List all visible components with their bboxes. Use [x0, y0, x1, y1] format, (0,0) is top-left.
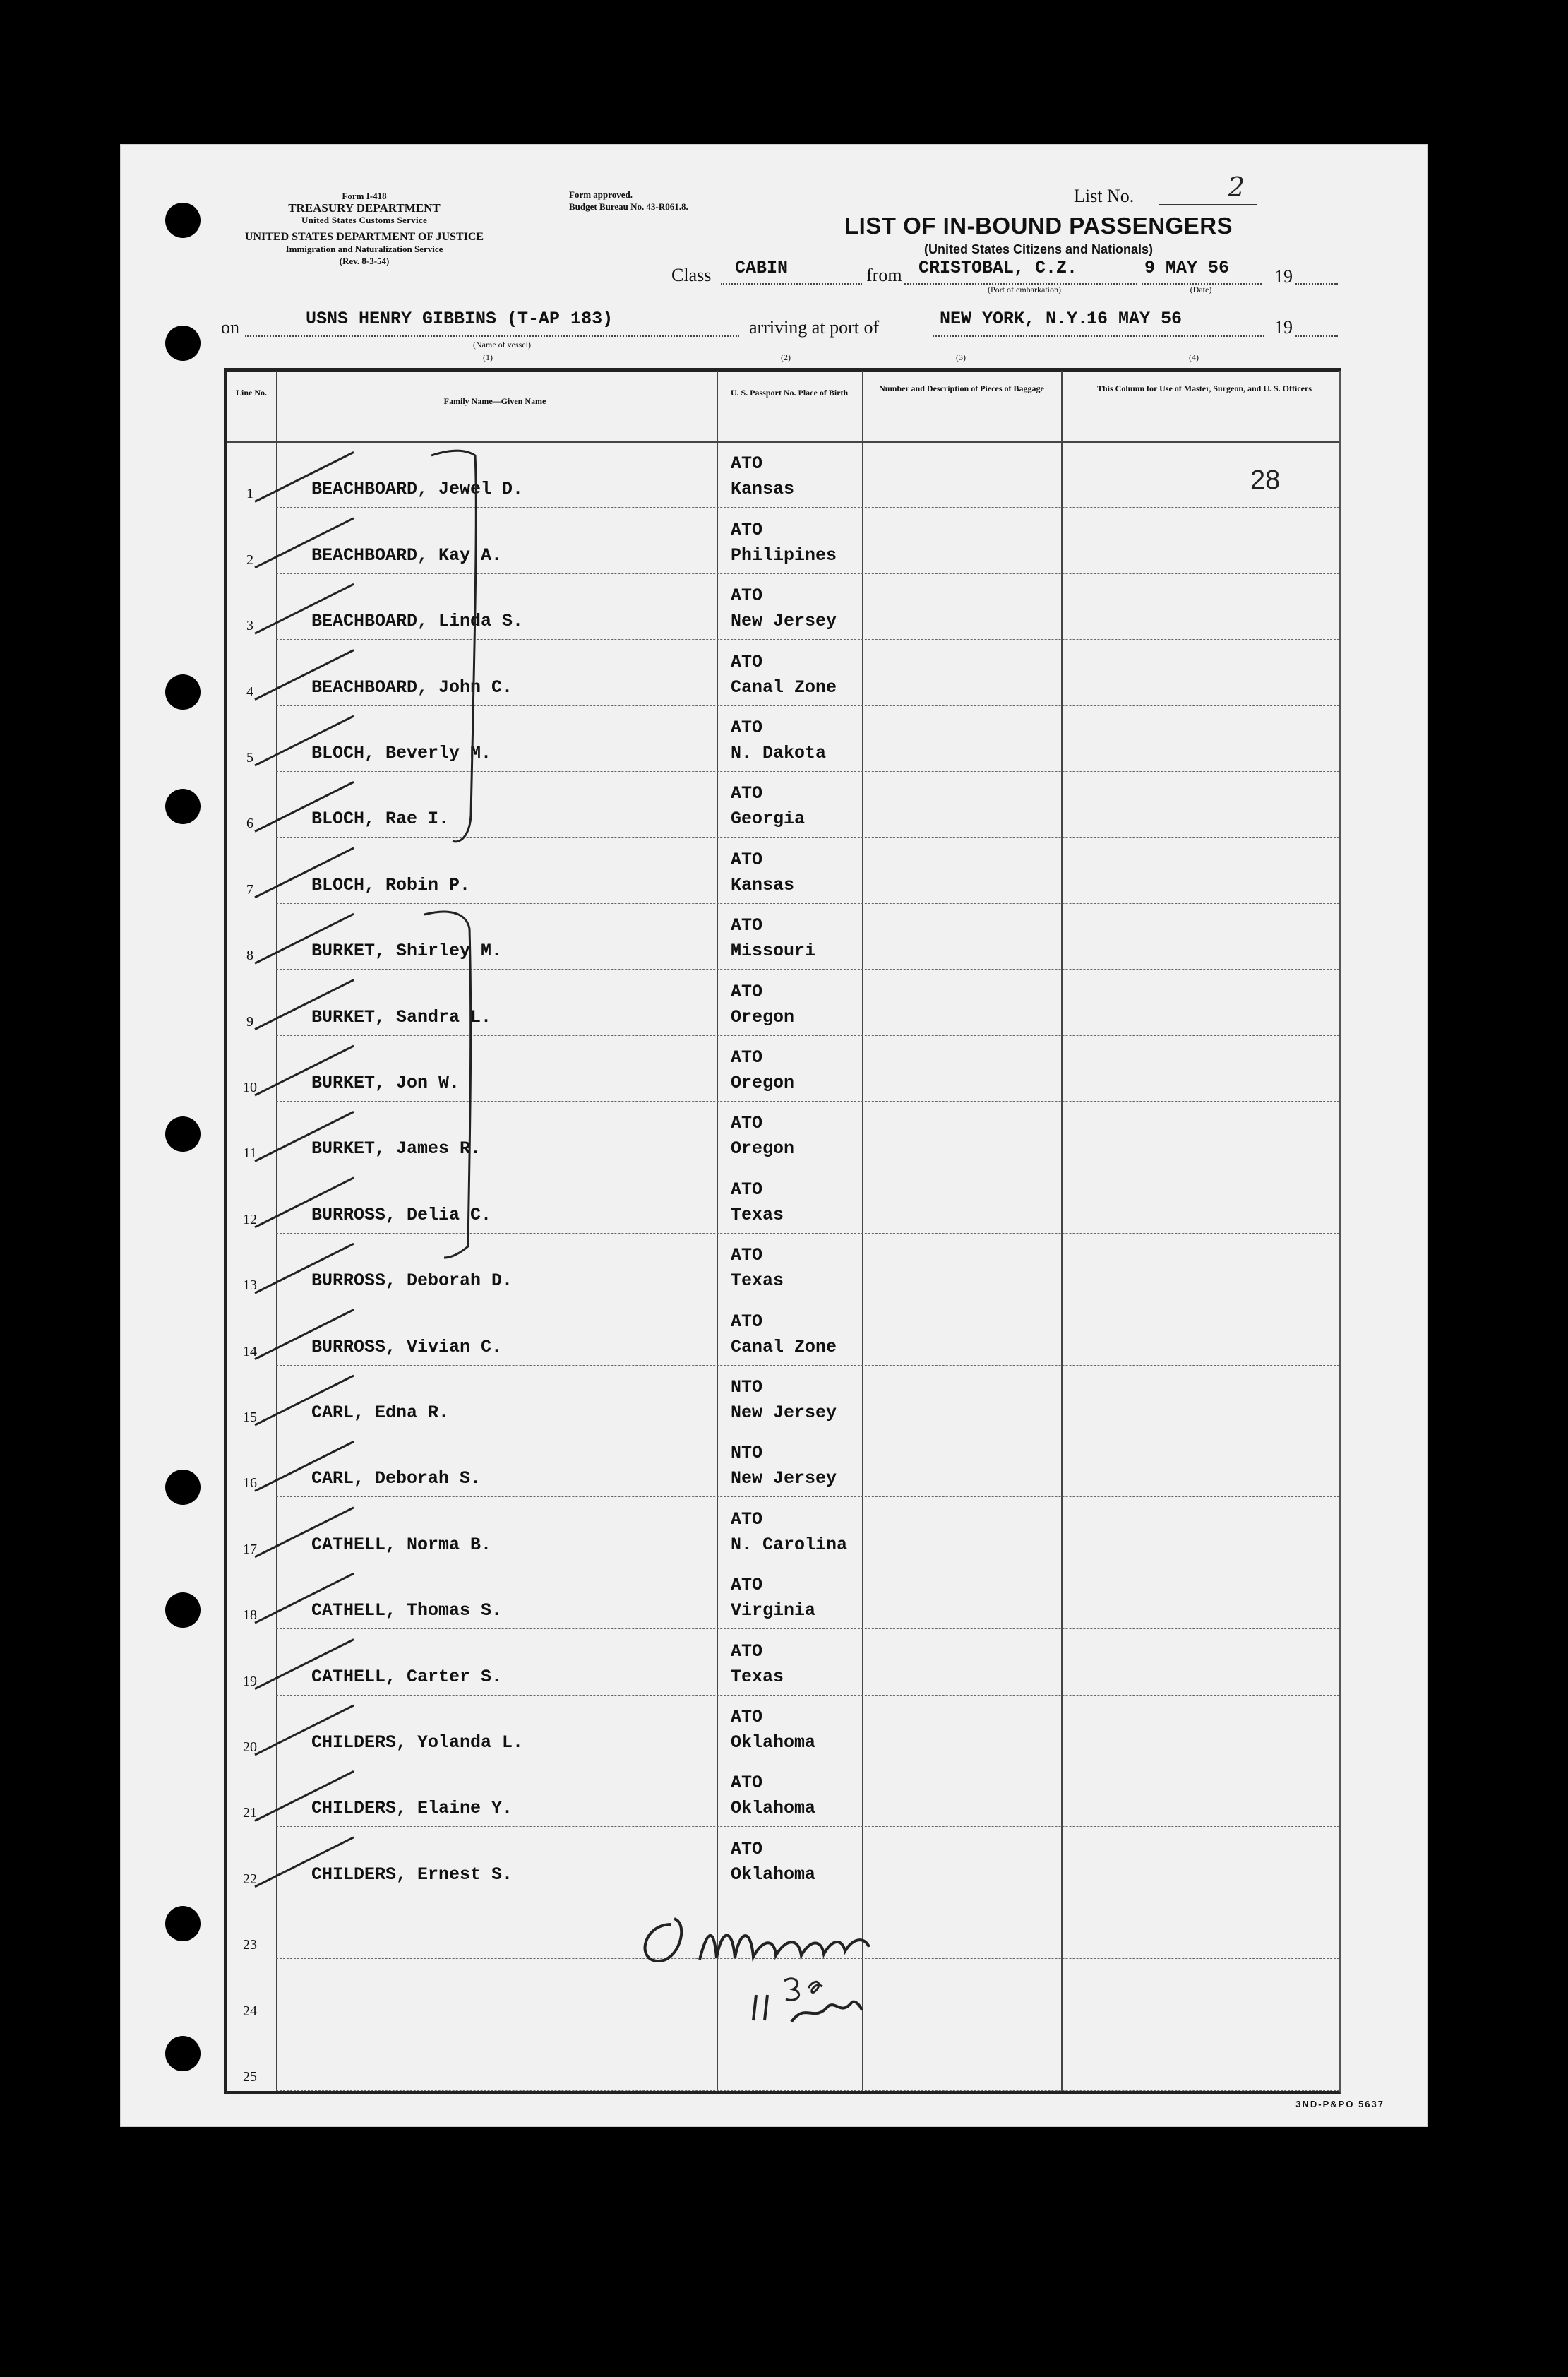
row-number: 2	[246, 552, 253, 568]
list-no-value: 2	[1228, 172, 1245, 203]
row-number: 6	[246, 816, 253, 832]
row-number: 18	[243, 1607, 257, 1624]
ins-service: Immigration and Naturalization Service	[285, 244, 443, 254]
place-of-birth: Oklahoma	[731, 1732, 816, 1753]
passport-code: ATO	[731, 981, 763, 1002]
place-of-birth: Georgia	[731, 809, 806, 830]
date-caption: (Date)	[1190, 285, 1212, 294]
passenger-name: BLOCH, Beverly M.	[311, 743, 492, 763]
passenger-name: CARL, Edna R.	[311, 1402, 450, 1423]
footer-code: 3ND-P&PO 5637	[1295, 2099, 1384, 2109]
place-of-birth: Kansas	[731, 479, 795, 500]
row-number: 25	[243, 2069, 257, 2085]
page-subtitle: (United States Citizens and Nationals)	[923, 242, 1154, 256]
place-of-birth: Missouri	[731, 941, 816, 962]
col-num-4: (4)	[1189, 352, 1199, 362]
place-of-birth: Kansas	[731, 874, 795, 895]
passport-code: ATO	[731, 915, 763, 936]
year-suffix-2: 19	[1274, 317, 1293, 338]
place-of-birth: Texas	[731, 1204, 784, 1225]
place-of-birth: Oklahoma	[731, 1864, 816, 1885]
row-number: 12	[243, 1211, 257, 1227]
passenger-name: CATHELL, Carter S.	[311, 1666, 503, 1687]
row-number: 7	[246, 881, 253, 898]
row-number: 14	[243, 1343, 257, 1359]
check-mark	[255, 1640, 354, 1689]
check-mark	[255, 1837, 354, 1887]
row-number: 11	[243, 1145, 257, 1162]
row-number: 16	[243, 1475, 257, 1491]
row-number: 10	[243, 1080, 257, 1095]
passenger-name: BURROSS, Delia C.	[311, 1204, 492, 1225]
check-mark	[255, 1573, 354, 1623]
page-title: LIST OF IN-BOUND PASSENGERS	[844, 213, 1233, 239]
passenger-name: BURKET, Shirley M.	[311, 941, 503, 962]
row-number: 13	[243, 1277, 257, 1294]
passport-code: ATO	[731, 1773, 763, 1794]
place-of-birth: Virginia	[731, 1600, 816, 1621]
passenger-name: BLOCH, Robin P.	[311, 874, 471, 895]
passenger-name: BURROSS, Vivian C.	[311, 1336, 503, 1357]
check-mark	[255, 1376, 354, 1425]
place-of-birth: Oregon	[731, 1006, 795, 1027]
passenger-name: CATHELL, Norma B.	[311, 1534, 492, 1555]
check-mark	[255, 1705, 354, 1755]
arrival-date: 16 MAY 56	[1087, 309, 1183, 329]
passenger-name: BURROSS, Deborah D.	[311, 1270, 513, 1292]
header-name: Family Name—Given Name	[443, 396, 546, 406]
check-mark	[255, 1441, 354, 1491]
place-of-birth: Texas	[731, 1666, 784, 1687]
passport-code: ATO	[731, 1047, 763, 1068]
treasury-dept: TREASURY DEPARTMENT	[288, 201, 441, 215]
arrival-port: NEW YORK, N.Y.	[940, 309, 1089, 329]
passport-code: ATO	[731, 651, 763, 672]
check-mark	[255, 1178, 354, 1227]
row-number: 17	[243, 1541, 257, 1557]
passenger-name: BEACHBOARD, Kay A.	[311, 544, 503, 566]
passport-code: NTO	[731, 1443, 763, 1464]
header-officers: This Column for Use of Master, Surgeon, and U. S. Officers	[1096, 383, 1312, 393]
place-of-birth: New Jersey	[731, 611, 837, 632]
class-label: Class	[671, 265, 712, 285]
revision-date: (Rev. 8-3-54)	[339, 256, 390, 266]
check-mark	[255, 1771, 354, 1821]
officer-note: 28	[1250, 465, 1281, 495]
from-value: CRISTOBAL, C.Z.	[918, 258, 1078, 278]
from-caption: (Port of embarkation)	[988, 285, 1061, 294]
check-mark	[255, 848, 354, 898]
passenger-name: BURKET, James R.	[311, 1138, 481, 1160]
passport-code: NTO	[731, 1377, 763, 1398]
list-no-label: List No.	[1074, 186, 1135, 206]
check-mark	[255, 1244, 354, 1293]
passenger-name: BEACHBOARD, Jewel D.	[311, 479, 524, 500]
passenger-name: CATHELL, Thomas S.	[311, 1600, 503, 1621]
check-mark	[255, 1508, 354, 1557]
passport-code: ATO	[731, 1575, 763, 1596]
row-number: 19	[243, 1673, 257, 1689]
class-value: CABIN	[735, 258, 789, 278]
passport-code: ATO	[731, 1508, 763, 1530]
form-approved: Form approved.	[569, 189, 633, 200]
passport-code: ATO	[731, 783, 763, 804]
passport-code: ATO	[731, 849, 763, 870]
year-suffix-1: 19	[1274, 266, 1293, 287]
place-of-birth: Texas	[731, 1270, 784, 1292]
check-mark	[255, 452, 354, 501]
place-of-birth: Canal Zone	[731, 1336, 837, 1357]
row-number: 5	[246, 750, 253, 765]
check-mark	[255, 1310, 354, 1359]
row-number: 4	[246, 684, 253, 700]
passenger-name: BLOCH, Rae I.	[311, 809, 450, 830]
col-num-3: (3)	[956, 352, 966, 362]
check-mark	[255, 650, 354, 700]
vessel-value: USNS HENRY GIBBINS (T-AP 183)	[306, 309, 614, 329]
passenger-name: BEACHBOARD, John C.	[311, 677, 513, 698]
justice-dept: UNITED STATES DEPARTMENT OF JUSTICE	[244, 231, 484, 243]
check-mark	[255, 584, 354, 633]
passenger-name: CHILDERS, Yolanda L.	[311, 1732, 524, 1753]
check-mark	[255, 914, 354, 963]
passport-code: ATO	[731, 717, 763, 738]
row-number: 3	[246, 618, 253, 634]
check-mark	[255, 980, 354, 1030]
check-marks	[121, 145, 1428, 2127]
date-value: 9 MAY 56	[1144, 258, 1230, 278]
passenger-name: BEACHBOARD, Linda S.	[311, 611, 524, 632]
row-number: 22	[243, 1871, 257, 1887]
place-of-birth: New Jersey	[731, 1468, 837, 1489]
passport-code: ATO	[731, 1707, 763, 1727]
row-number: 21	[243, 1805, 257, 1821]
row-number: 23	[243, 1937, 257, 1953]
place-of-birth: Philipines	[731, 544, 837, 566]
passport-code: ATO	[731, 1311, 763, 1332]
passport-code: ATO	[731, 1838, 763, 1859]
check-mark	[255, 1112, 354, 1161]
on-label: on	[221, 317, 239, 338]
passport-code: ATO	[731, 1179, 763, 1200]
check-mark	[255, 716, 354, 765]
manifest-sheet	[120, 144, 1428, 2127]
passenger-name: CHILDERS, Ernest S.	[311, 1864, 513, 1885]
passport-code: ATO	[731, 1640, 763, 1662]
header-baggage: Number and Description of Pieces of Baggage	[879, 383, 1044, 393]
row-number: 24	[243, 2003, 257, 2019]
row-number: 9	[246, 1013, 253, 1030]
arriving-label: arriving at port of	[749, 317, 880, 338]
place-of-birth: New Jersey	[731, 1402, 837, 1423]
passport-code: ATO	[731, 1245, 763, 1266]
col-num-2: (2)	[781, 352, 791, 362]
check-mark	[255, 518, 354, 568]
passenger-name: BURKET, Jon W.	[311, 1073, 460, 1093]
passport-code: ATO	[731, 453, 763, 475]
place-of-birth: N. Dakota	[731, 743, 827, 763]
from-label: from	[866, 265, 902, 285]
vessel-caption: (Name of vessel)	[473, 340, 531, 350]
place-of-birth: Canal Zone	[731, 677, 837, 698]
row-number: 15	[243, 1410, 257, 1425]
check-mark	[255, 1046, 354, 1095]
place-of-birth: N. Carolina	[731, 1534, 848, 1555]
row-number: 1	[246, 486, 253, 502]
passenger-name: CHILDERS, Elaine Y.	[311, 1798, 513, 1819]
passenger-name: CARL, Deborah S.	[311, 1468, 481, 1489]
passenger-name: BURKET, Sandra L.	[311, 1006, 492, 1027]
passport-code: ATO	[731, 519, 763, 540]
check-mark	[255, 782, 354, 831]
form-number: Form I-418	[342, 191, 387, 201]
passport-code: ATO	[731, 585, 763, 607]
header-line-no: Line No.	[235, 388, 267, 398]
header-passport: U. S. Passport No. Place of Birth	[730, 388, 849, 398]
passport-code: ATO	[731, 1113, 763, 1134]
place-of-birth: Oklahoma	[731, 1798, 816, 1819]
place-of-birth: Oregon	[731, 1138, 795, 1160]
place-of-birth: Oregon	[731, 1073, 795, 1093]
customs-service: United States Customs Service	[301, 215, 428, 225]
budget-bureau: Budget Bureau No. 43-R061.8.	[569, 201, 688, 212]
row-number: 20	[243, 1739, 257, 1755]
col-num-1: (1)	[483, 352, 493, 362]
row-number: 8	[246, 948, 253, 964]
